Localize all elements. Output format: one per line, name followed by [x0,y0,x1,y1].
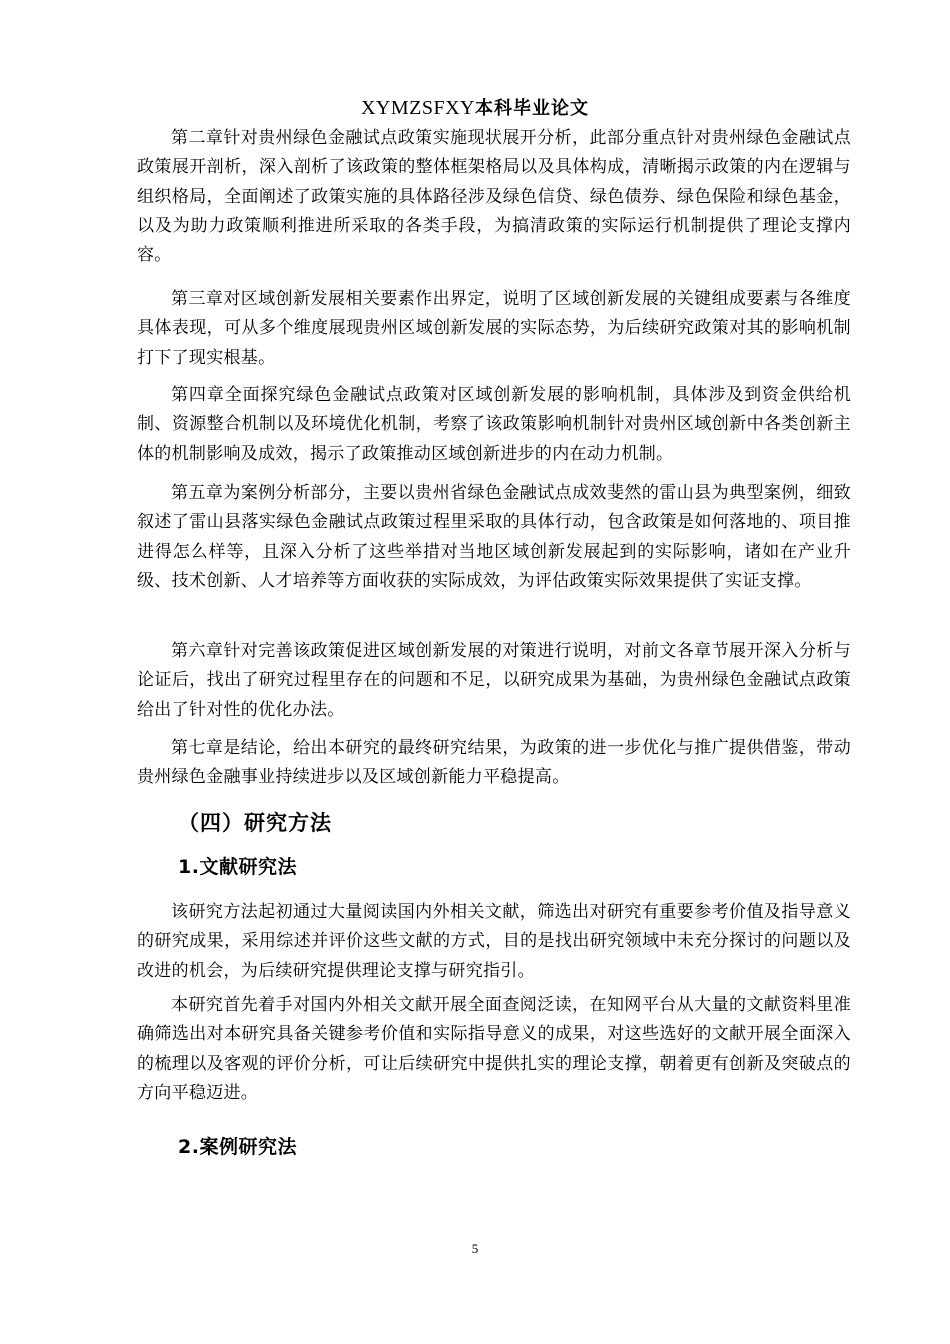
header-code: XYMZSFXY [360,97,476,119]
section-heading: （四）研究方法 [178,811,332,835]
paragraph-literature-method: 该研究方法起初通过大量阅读国内外相关文献，筛选出对研究有重要参考价值及指导意义的研究成果，采用综述并评价这些文献的方式，目的是找出研究领域中未充分探讨的问题以及改进的机会，为后续研究提供理论支撑与研究指引。 [137,902,851,981]
paragraph-chapter-6: 第六章针对完善该政策促进区域创新发展的对策进行说明，对前文各章节展开深入分析与论证后，找出了研究过程里存在的问题和不足，以研究成果为基础，为贵州绿色金融试点政策给出了针对性的优化办法。 [137,641,851,720]
paragraph-chapter-4: 第四章全面探究绿色金融试点政策对区域创新发展的影响机制，具体涉及到资金供给机制、资源整合机制以及环境优化机制，考察了该政策影响机制针对贵州区域创新中各类创新主体的机制影响及成效，揭示了政策推动区域创新进步的内在动力机制。 [137,385,851,464]
paragraph-chapter-7: 第七章是结论，给出本研究的最终研究结果，为政策的进一步优化与推广提供借鉴，带动贵州绿色金融事业持续进步以及区域创新能力平稳提高。 [137,738,851,788]
paragraph-literature-application: 本研究首先着手对国内外相关文献开展全面查阅泛读，在知网平台从大量的文献资料里准确筛选出对本研究具备关键参考价值和实际指导意义的成果，对这些选好的文献开展全面深入的梳理以及客观的评价分析，可让后续研究中提供扎实的理论支撑，朝着更有创新及突破点的方向平稳迈进。 [137,995,851,1103]
page-number: 5 [471,1241,479,1256]
header-label: 本科毕业论文 [475,98,590,119]
running-header [0,94,950,122]
subsection-heading-case-study: 2.案例研究法 [178,1136,297,1158]
paragraph-chapter-2: 第二章针对贵州绿色金融试点政策实施现状展开分析，此部分重点针对贵州绿色金融试点政策展开剖析，深入剖析了该政策的整体框架格局以及具体构成，清晰揭示政策的内在逻辑与组织格局，全面阐述了政策实施的具体路径涉及绿色信贷、绿色债券、绿色保险和绿色基金，以及为助力政策顺利推进所采取的各类手段，为搞清政策的实际运行机制提供了理论支撑内容。 [137,128,851,266]
paragraph-chapter-3: 第三章对区域创新发展相关要素作出界定，说明了区域创新发展的关键组成要素与各维度具体表现，可从多个维度展现贵州区域创新发展的实际态势，为后续研究政策对其的影响机制打下了现实根基。 [137,289,851,368]
paragraph-chapter-5: 第五章为案例分析部分，主要以贵州省绿色金融试点成效斐然的雷山县为典型案例，细致叙述了雷山县落实绿色金融试点政策过程里采取的具体行动，包含政策是如何落地的、项目推进得怎么样等，且深入分析了这些举措对当地区域创新发展起到的实际影响，诸如在产业升级、技术创新、人才培养等方面收获的实际成效，为评估政策实际效果提供了实证支撑。 [137,483,851,591]
subsection-heading-literature: 1.文献研究法 [178,856,297,878]
